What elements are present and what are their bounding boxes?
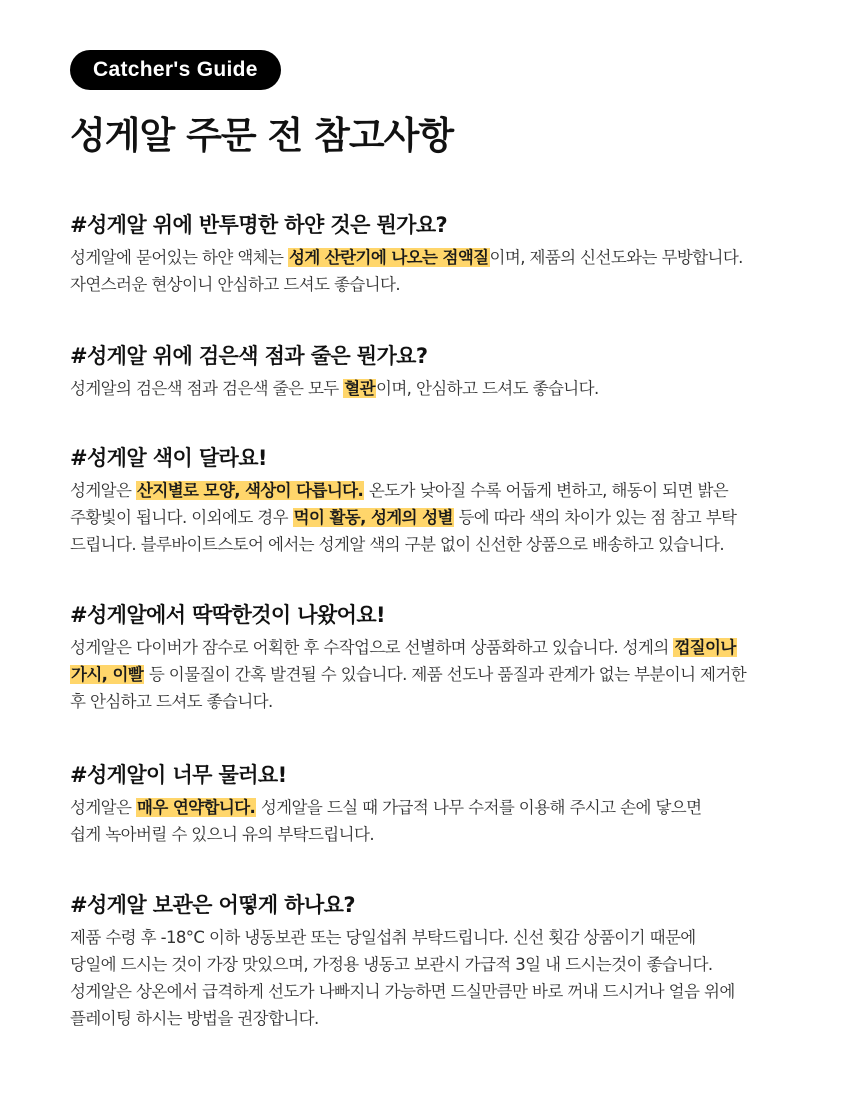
highlighted-text: 혈관	[344, 379, 375, 398]
guide-badge: Catcher's Guide	[70, 50, 281, 90]
highlighted-text: 먹이 활동, 성게의 성별	[293, 508, 453, 527]
answer-line	[70, 271, 743, 298]
faq-section	[70, 341, 599, 402]
answer-line	[70, 1005, 735, 1032]
highlighted-text: 산지별로 모양, 색상이 다릅니다.	[137, 481, 364, 500]
answer-line	[70, 688, 746, 715]
highlighted-text: 껍질이나	[674, 638, 736, 657]
answer-line	[70, 978, 735, 1005]
answer-text: 성게알은 다이버가 잠수로 어획한 후 수작업으로 선별하며 상품화하고 있습니다. 성게의	[70, 638, 674, 657]
highlighted-text: 가시, 이빨	[71, 665, 144, 684]
answer-text: 등에 따라 색의 차이가 있는 점 참고 부탁	[453, 508, 737, 527]
faq-answer	[70, 244, 743, 298]
answer-text: 성게알에 묻어있는 하얀 액체는	[70, 248, 288, 267]
answer-text: 제품 수령 후 -18°C 이하 냉동보관 또는 당일섭취 부탁드립니다. 신선 횟감 상품이기 때문에	[70, 928, 696, 947]
answer-text: 자연스러운 현상이니 안심하고 드셔도 좋습니다.	[70, 275, 401, 294]
faq-section	[70, 760, 701, 848]
answer-text: 주황빛이 됩니다. 이외에도 경우	[70, 508, 293, 527]
highlighted-text: 성게 산란기에 나오는 점액질	[289, 248, 489, 267]
answer-text: 쉽게 녹아버릴 수 있으니 유의 부탁드립니다.	[70, 825, 374, 844]
answer-line	[70, 794, 701, 821]
faq-section	[70, 443, 736, 558]
faq-question: #성게알 위에 반투명한 하얀 것은 뭔가요?	[70, 213, 448, 237]
answer-text: 드립니다. 블루바이트스토어 에서는 성게알 색의 구분 없이 신선한 상품으로 배송하고 있습니다.	[70, 535, 724, 554]
faq-section	[70, 600, 746, 715]
faq-question: #성게알 색이 달라요!	[70, 446, 267, 470]
answer-line	[70, 634, 746, 661]
answer-text: 성게알은	[70, 481, 137, 500]
faq-question: #성게알 위에 검은색 점과 줄은 뭔가요?	[70, 344, 428, 368]
answer-line	[70, 375, 599, 402]
faq-answer	[70, 634, 746, 715]
faq-section	[70, 210, 743, 298]
answer-line	[70, 661, 746, 688]
faq-answer	[70, 794, 701, 848]
faq-answer	[70, 477, 736, 558]
answer-line	[70, 531, 736, 558]
answer-text: 성게알은 상온에서 급격하게 선도가 나빠지니 가능하면 드실만큼만 바로 꺼내 드시거나 얼음 위에	[70, 982, 735, 1001]
answer-text: 이며, 안심하고 드셔도 좋습니다.	[375, 379, 599, 398]
answer-text: 온도가 낮아질 수록 어둡게 변하고, 해동이 되면 밝은	[364, 481, 729, 500]
answer-line	[70, 477, 736, 504]
answer-line	[70, 951, 735, 978]
answer-text: 성게알은	[70, 798, 137, 817]
highlighted-text: 매우 연약합니다.	[137, 798, 256, 817]
faq-section	[70, 890, 735, 1032]
faq-question: #성게알 보관은 어떻게 하나요?	[70, 893, 355, 917]
faq-question: #성게알에서 딱딱한것이 나왔어요!	[70, 603, 385, 627]
answer-text: 당일에 드시는 것이 가장 맛있으며, 가정용 냉동고 보관시 가급적 3일 내 드시는것이 좋습니다.	[70, 955, 713, 974]
page-title: 성게알 주문 전 참고사항	[70, 114, 454, 157]
answer-text: 후 안심하고 드셔도 좋습니다.	[70, 692, 273, 711]
answer-text: 성게알을 드실 때 가급적 나무 수저를 이용해 주시고 손에 닿으면	[256, 798, 702, 817]
answer-line	[70, 244, 743, 271]
answer-line	[70, 504, 736, 531]
answer-line	[70, 924, 735, 951]
faq-question: #성게알이 너무 물러요!	[70, 763, 287, 787]
answer-text: 등 이물질이 간혹 발견될 수 있습니다. 제품 선도나 품질과 관계가 없는 부분이니 제거한	[144, 665, 747, 684]
answer-text: 이며, 제품의 신선도와는 무방합니다.	[489, 248, 743, 267]
answer-text: 플레이팅 하시는 방법을 권장합니다.	[70, 1009, 319, 1028]
faq-answer	[70, 375, 599, 402]
answer-line	[70, 821, 701, 848]
answer-text: 성게알의 검은색 점과 검은색 줄은 모두	[70, 379, 344, 398]
faq-answer	[70, 924, 735, 1032]
